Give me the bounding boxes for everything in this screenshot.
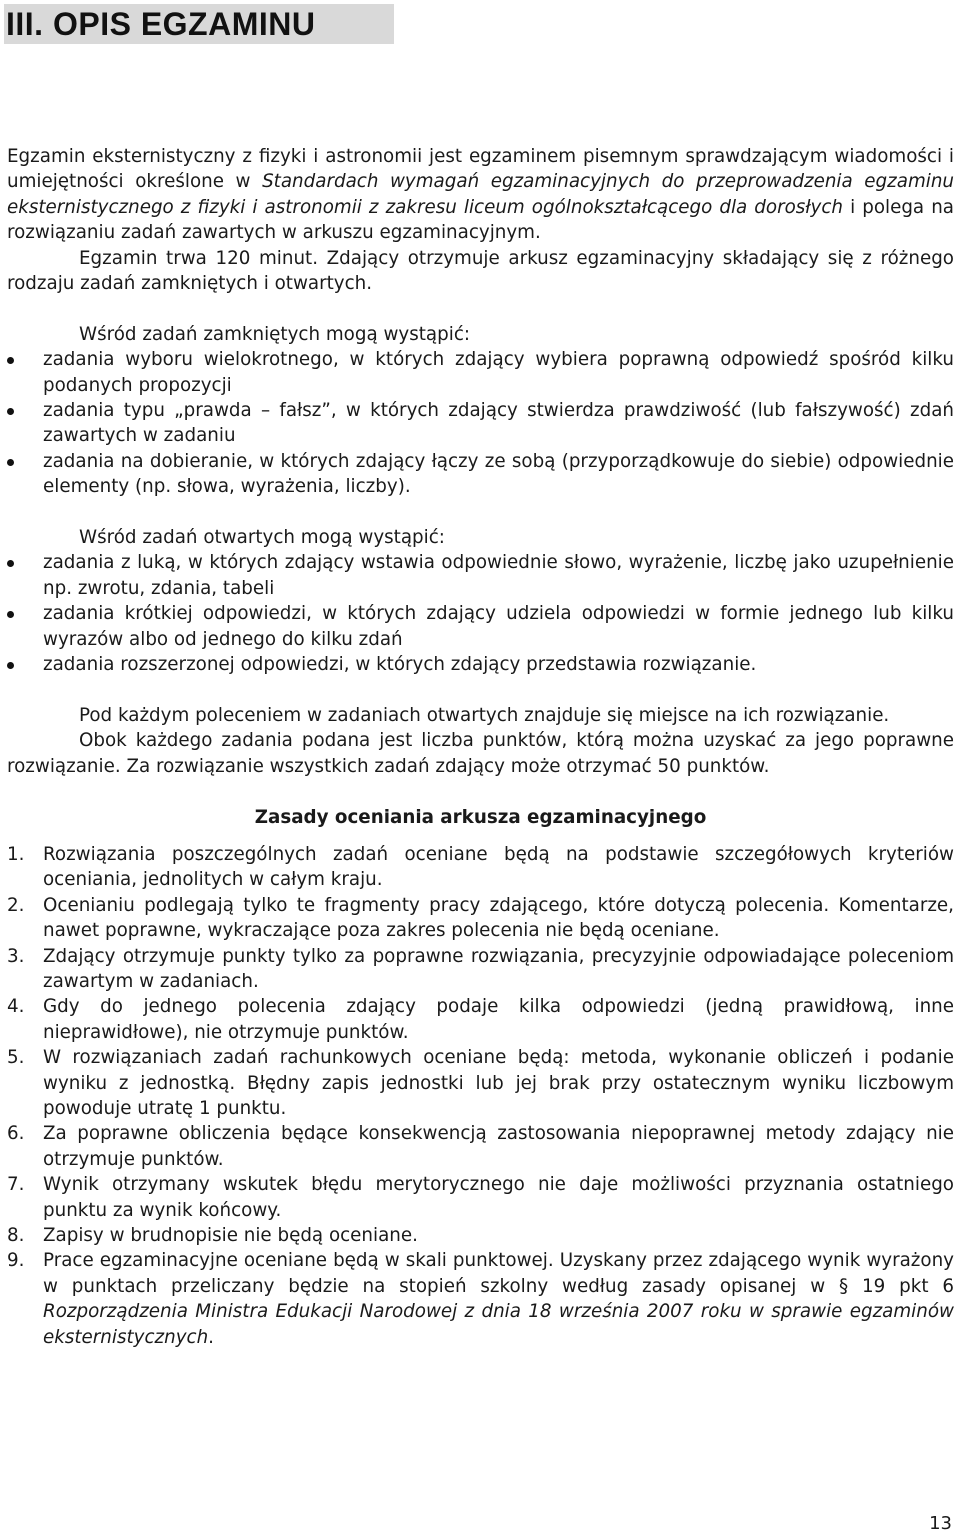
- intro-text-a: Egzamin eksternistyczny z fizyki i astronomii jest egzaminem pisemnym sprawdzającym wiadomości i umiejętności określone w: [7, 146, 954, 193]
- intro-text-c: i polega na rozwiązaniu zadań zawartych w arkuszu egzaminacyjnym.: [7, 196, 954, 244]
- duration-paragraph: Egzamin trwa 120 minut. Zdający otrzymuje arkusz egzaminacyjny składający się z różnego rodzaju zadań zamkniętych i otwartych.: [7, 247, 954, 295]
- list-item: 6. Za poprawne obliczenia będące konsekwencją zastosowania niepoprawnej metody zdający nie otrzymuje punktów.: [7, 1123, 954, 1170]
- bullet-icon: [7, 408, 14, 415]
- list-item: zadania na dobieranie, w których zdający łączy ze sobą (przyporządkowuje do siebie) odpowiednie elementy (np. słowa, wyrażenia, liczby).: [7, 449, 954, 500]
- notes-paragraph-1: Pod każdym poleceniem w zadaniach otwartych znajduje się miejsce na ich rozwiązanie.: [79, 704, 890, 726]
- list-item: 5. W rozwiązaniach zadań rachunkowych oceniane będą: metoda, wykonanie obliczeń i podanie wyniku z jednostką. Błędny zapis jednostki lub jej brak przy ostatecznym wyniku liczbowym powoduje utratę 1 punktu.: [7, 1047, 954, 1119]
- list-item: zadania typu „prawda – fałsz”, w których zdający stwierdza prawdziwość (lub fałszywość) zdań zawartych w zadaniu: [7, 398, 954, 449]
- open-tasks-lead: Wśród zadań otwartych mogą wystąpić:: [79, 527, 445, 549]
- closed-tasks-lead: Wśród zadań zamkniętych mogą wystąpić:: [79, 323, 471, 345]
- intro-standard-title: Standardach wymagań egzaminacyjnych do przeprowadzenia egzaminu eksternistycznego z fizyki i astronomii z zakresu liceum ogólnokształcącego dla dorosłych: [7, 171, 955, 218]
- open-tasks-list: [7, 550, 954, 677]
- bullet-icon: [7, 357, 14, 364]
- bullet-icon: [7, 611, 14, 618]
- bullet-icon: [7, 662, 14, 669]
- intro-paragraph: [7, 144, 954, 246]
- notes-paragraph-2: Obok każdego zadania podana jest liczba punktów, którą można uzyskać za jego poprawne rozwiązanie. Za rozwiązanie wszystkich zadań zdający może otrzymać 50 punktów.: [7, 730, 954, 777]
- list-item: zadania rozszerzonej odpowiedzi, w których zdający przedstawia rozwiązanie.: [7, 652, 954, 677]
- list-item: 2. Ocenianiu podlegają tylko te fragmenty pracy zdającego, które dotyczą polecenia. Komentarze, nawet poprawne, wykraczające poza zakres polecenia nie będą oceniane.: [7, 894, 954, 942]
- list-item: zadania wyboru wielokrotnego, w których zdający wybiera poprawną odpowiedź spośród kilku podanych propozycji: [7, 347, 954, 398]
- section-heading: III. OPIS EGZAMINU: [6, 6, 316, 42]
- page-number: 13: [929, 1513, 952, 1534]
- regulation-title: Rozporządzenia Ministra Edukacji Narodowej z dnia 18 września 2007 roku w sprawie egzaminów eksternistycznych: [43, 1301, 954, 1348]
- list-item: 9. Prace egzaminacyjne oceniane będą w skali punktowej. Uzyskany przez zdającego wynik wyrażony w punktach przeliczany będzie na stopień szkolny według zasady opisanej w § 19 pkt 6 Rozporządzenia Ministra Edukacji Narodowej z dnia 18 września 2007 roku w sprawie egzaminów eksternistycznych.: [7, 1250, 954, 1348]
- list-item: zadania krótkiej odpowiedzi, w których zdający udziela odpowiedzi w formie jednego lub kilku wyrazów albo od jednego do kilku zdań: [7, 601, 954, 652]
- list-item: 1. Rozwiązania poszczególnych zadań oceniane będą na podstawie szczegółowych kryteriów oceniania, jednolitych w całym kraju.: [7, 843, 954, 891]
- list-item: zadania z luką, w których zdający wstawia odpowiednie słowo, wyrażenie, liczbę jako uzupełnienie np. zwrotu, zdania, tabeli: [7, 550, 954, 601]
- closed-tasks-list: [7, 347, 954, 499]
- rules-list: [7, 842, 954, 1350]
- bullet-icon: [7, 560, 14, 567]
- list-item: 3. Zdający otrzymuje punkty tylko za poprawne rozwiązania, precyzyjnie odpowiadające poleceniom zawartym w zadaniach.: [7, 945, 954, 992]
- list-item: 4. Gdy do jednego polecenia zdający podaje kilka odpowiedzi (jedną prawidłową, inne nieprawidłowe), nie otrzymuje punktów.: [7, 996, 954, 1043]
- list-item: 8. Zapisy w brudnopisie nie będą oceniane.: [7, 1225, 418, 1246]
- rules-title: Zasady oceniania arkusza egzaminacyjnego: [254, 806, 707, 828]
- list-item: 7. Wynik otrzymany wskutek błędu merytorycznego nie daje możliwości przyznania ostatniego punktu za wynik końcowy.: [7, 1174, 954, 1221]
- bullet-icon: [7, 459, 14, 466]
- document-body: [7, 144, 954, 1350]
